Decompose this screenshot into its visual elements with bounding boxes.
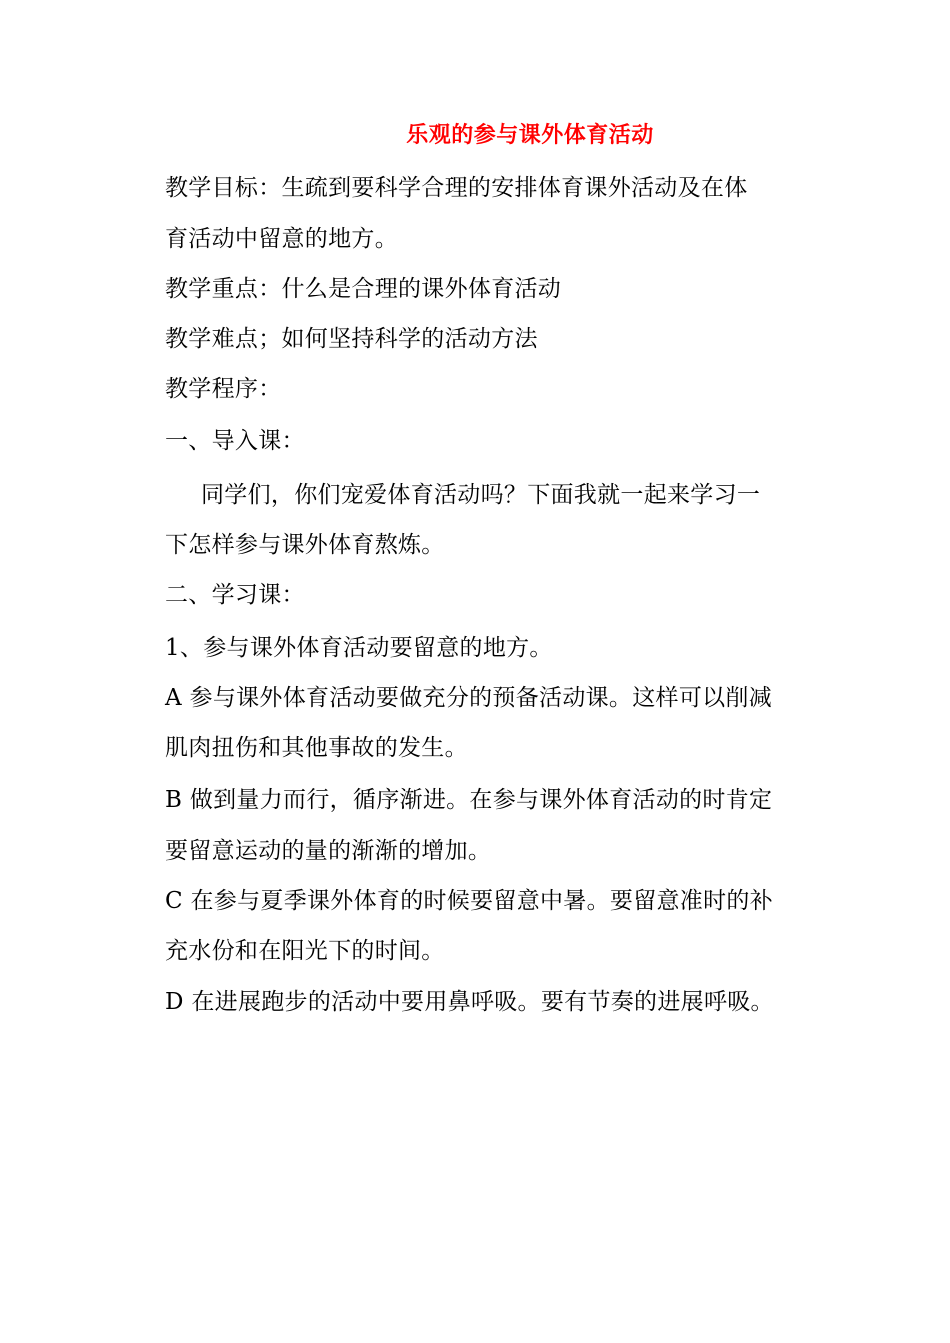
intro-paragraph-line-1: 同学们，你们宠爱体育活动吗？下面我就一起来学习一 [201,482,761,508]
point-d-line: D 在进展跑步的活动中要用鼻呼吸。要有节奏的进展呼吸。 [165,989,774,1015]
section-one-heading: 一、导入课： [165,428,305,454]
point-b-line-2: 要留意运动的量的渐渐的增加。 [165,838,492,864]
objective-line-1: 教学目标：生疏到要科学合理的安排体育课外活动及在体 [165,175,748,201]
objective-line-2: 育活动中留意的地方。 [165,226,398,252]
difficulty-line: 教学难点；如何坚持科学的活动方法 [165,326,538,352]
document-title: 乐观的参与课外体育活动 [406,123,654,148]
section-two-heading: 二、学习课： [165,582,305,608]
item-one-heading: 1、参与课外体育活动要留意的地方。 [165,635,553,661]
procedure-heading: 教学程序： [165,376,282,402]
point-a-line-1: A 参与课外体育活动要做充分的预备活动课。这样可以削减 [165,685,773,711]
point-b-line-1: B 做到量力而行，循序渐进。在参与课外体育活动的时肯定 [165,787,773,813]
intro-paragraph-line-2: 下怎样参与课外体育熬炼。 [165,532,445,558]
key-point-line: 教学重点：什么是合理的课外体育活动 [165,276,562,302]
point-c-line-2: 充水份和在阳光下的时间。 [165,938,445,964]
point-a-line-2: 肌肉扭伤和其他事故的发生。 [165,735,468,761]
point-c-line-1: C 在参与夏季课外体育的时候要留意中暑。要留意准时的补 [165,888,774,914]
